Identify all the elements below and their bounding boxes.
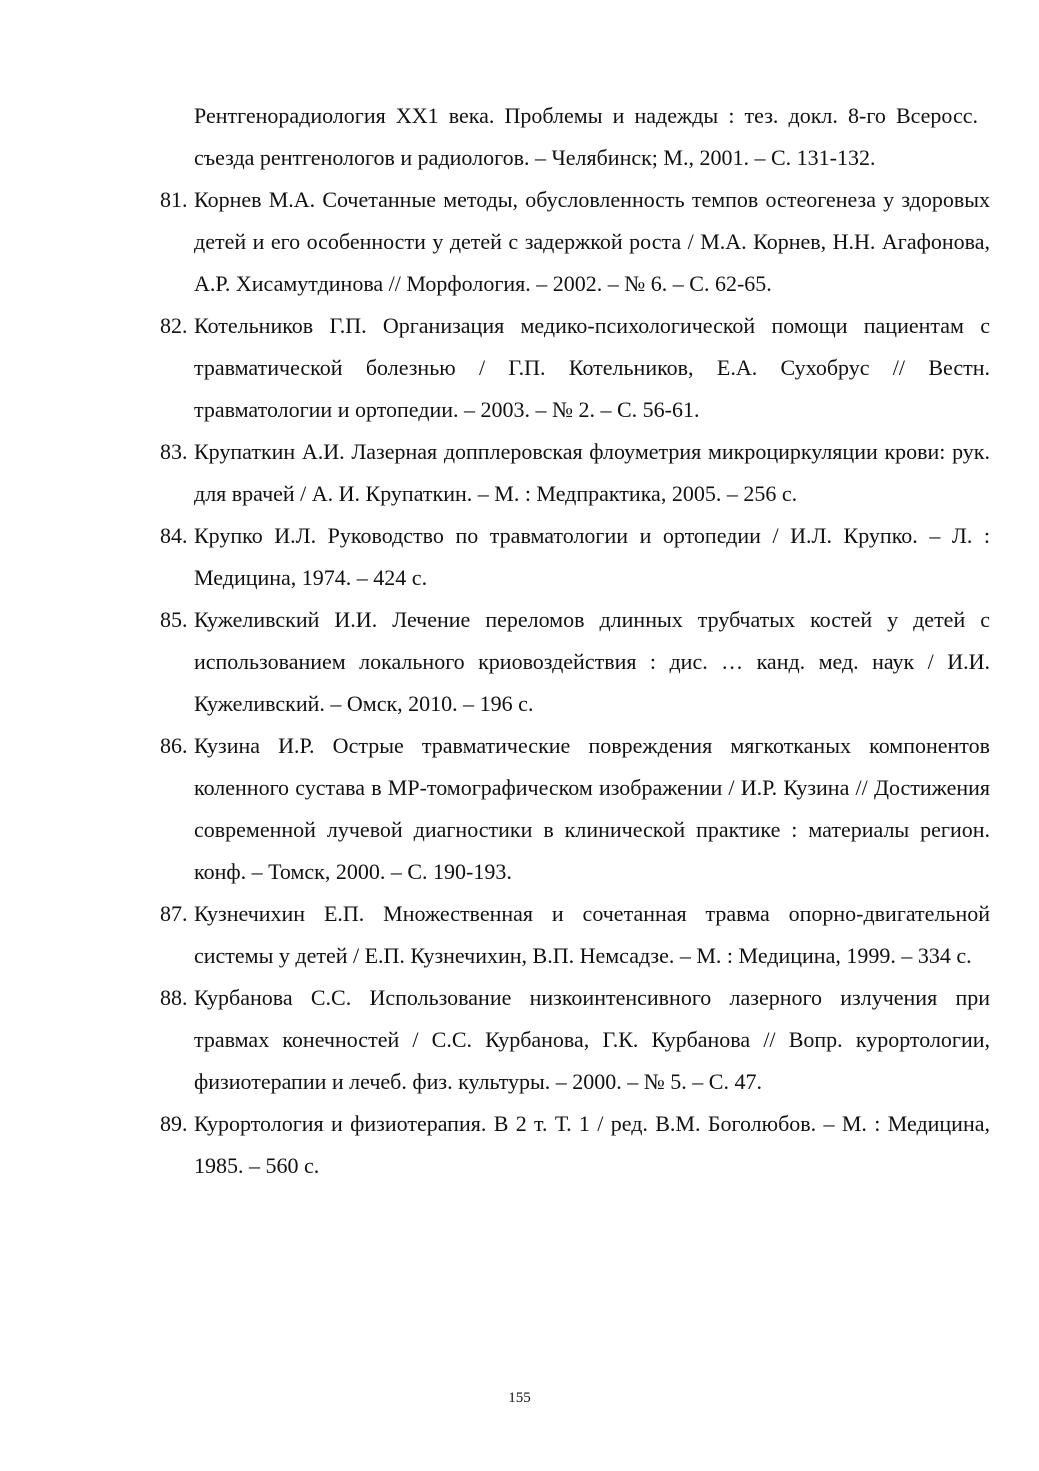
reference-number: 81. [160, 187, 188, 212]
reference-text: Котельников Г.П. Организация медико-психологической помощи пациентам с травматической болезнью / Г.П. Котельников, Е.А. Сухобрус // Вестн. травматологии и ортопедии. – 2003. – № 2. – С. 56-61. [194, 313, 990, 422]
reference-number: 82. [160, 313, 188, 338]
reference-continuation-text: Рентгенорадиология XX1 века. Проблемы и надежды : тез. докл. 8-го Всеросс. съезда рентгенологов и радиологов. – Челябинск; М., 2001. – С. 131-132. [194, 103, 978, 170]
reference-text: Курортология и физиотерапия. В 2 т. Т. 1 / ред. В.М. Боголюбов. – М. : Медицина, 1985. – 560 с. [194, 1111, 990, 1178]
reference-continuation [160, 95, 990, 179]
page-number: 155 [508, 1390, 531, 1406]
reference-85 [160, 599, 990, 725]
reference-number: 85. [160, 607, 188, 632]
reference-number: 86. [160, 733, 188, 758]
reference-number: 87. [160, 901, 188, 926]
reference-text: Крупко И.Л. Руководство по травматологии и ортопедии / И.Л. Крупко. – Л. : Медицина, 1974. – 424 с. [194, 523, 990, 590]
reference-86 [160, 725, 990, 893]
reference-text: Курбанова С.С. Использование низкоинтенсивного лазерного излучения при травмах конечностей / С.С. Курбанова, Г.К. Курбанова // Вопр. курортологии, физиотерапии и лечеб. физ. культуры. – 2000. – № 5. – С. 47. [194, 985, 990, 1094]
reference-text: Крупаткин А.И. Лазерная допплеровская флоуметрия микроциркуляции крови: рук. для врачей / А. И. Крупаткин. – М. : Медпрактика, 2005. – 256 с. [194, 439, 990, 506]
reference-88 [160, 977, 990, 1103]
reference-number: 84. [160, 523, 188, 548]
reference-text: Кузнечихин Е.П. Множественная и сочетанная травма опорно-двигательной системы у детей / Е.П. Кузнечихин, В.П. Немсадзе. – М. : Медицина, 1999. – 334 с. [194, 901, 990, 968]
reference-84 [160, 515, 990, 599]
reference-83 [160, 431, 990, 515]
reference-87 [160, 893, 990, 977]
reference-list [160, 95, 990, 1187]
reference-number: 83. [160, 439, 188, 464]
reference-text: Кузина И.Р. Острые травматические повреждения мягкотканых компонентов коленного сустава в МР-томографическом изображении / И.Р. Кузина // Достижения современной лучевой диагностики в клинической практике : материалы регион. конф. – Томск, 2000. – С. 190-193. [194, 733, 990, 884]
reference-number: 88. [160, 985, 188, 1010]
reference-81 [160, 179, 990, 305]
reference-number: 89. [160, 1111, 188, 1136]
reference-89 [160, 1103, 990, 1187]
reference-82 [160, 305, 990, 431]
reference-text: Корнев М.А. Сочетанные методы, обусловленность темпов остеогенеза у здоровых детей и его особенности у детей с задержкой роста / М.А. Корнев, Н.Н. Агафонова, А.Р. Хисамутдинова // Морфология. – 2002. – № 6. – С. 62-65. [194, 187, 990, 296]
reference-text: Кужеливский И.И. Лечение переломов длинных трубчатых костей у детей с использованием локального криовоздействия : дис. … канд. мед. наук / И.И. Кужеливский. – Омск, 2010. – 196 с. [194, 607, 990, 716]
